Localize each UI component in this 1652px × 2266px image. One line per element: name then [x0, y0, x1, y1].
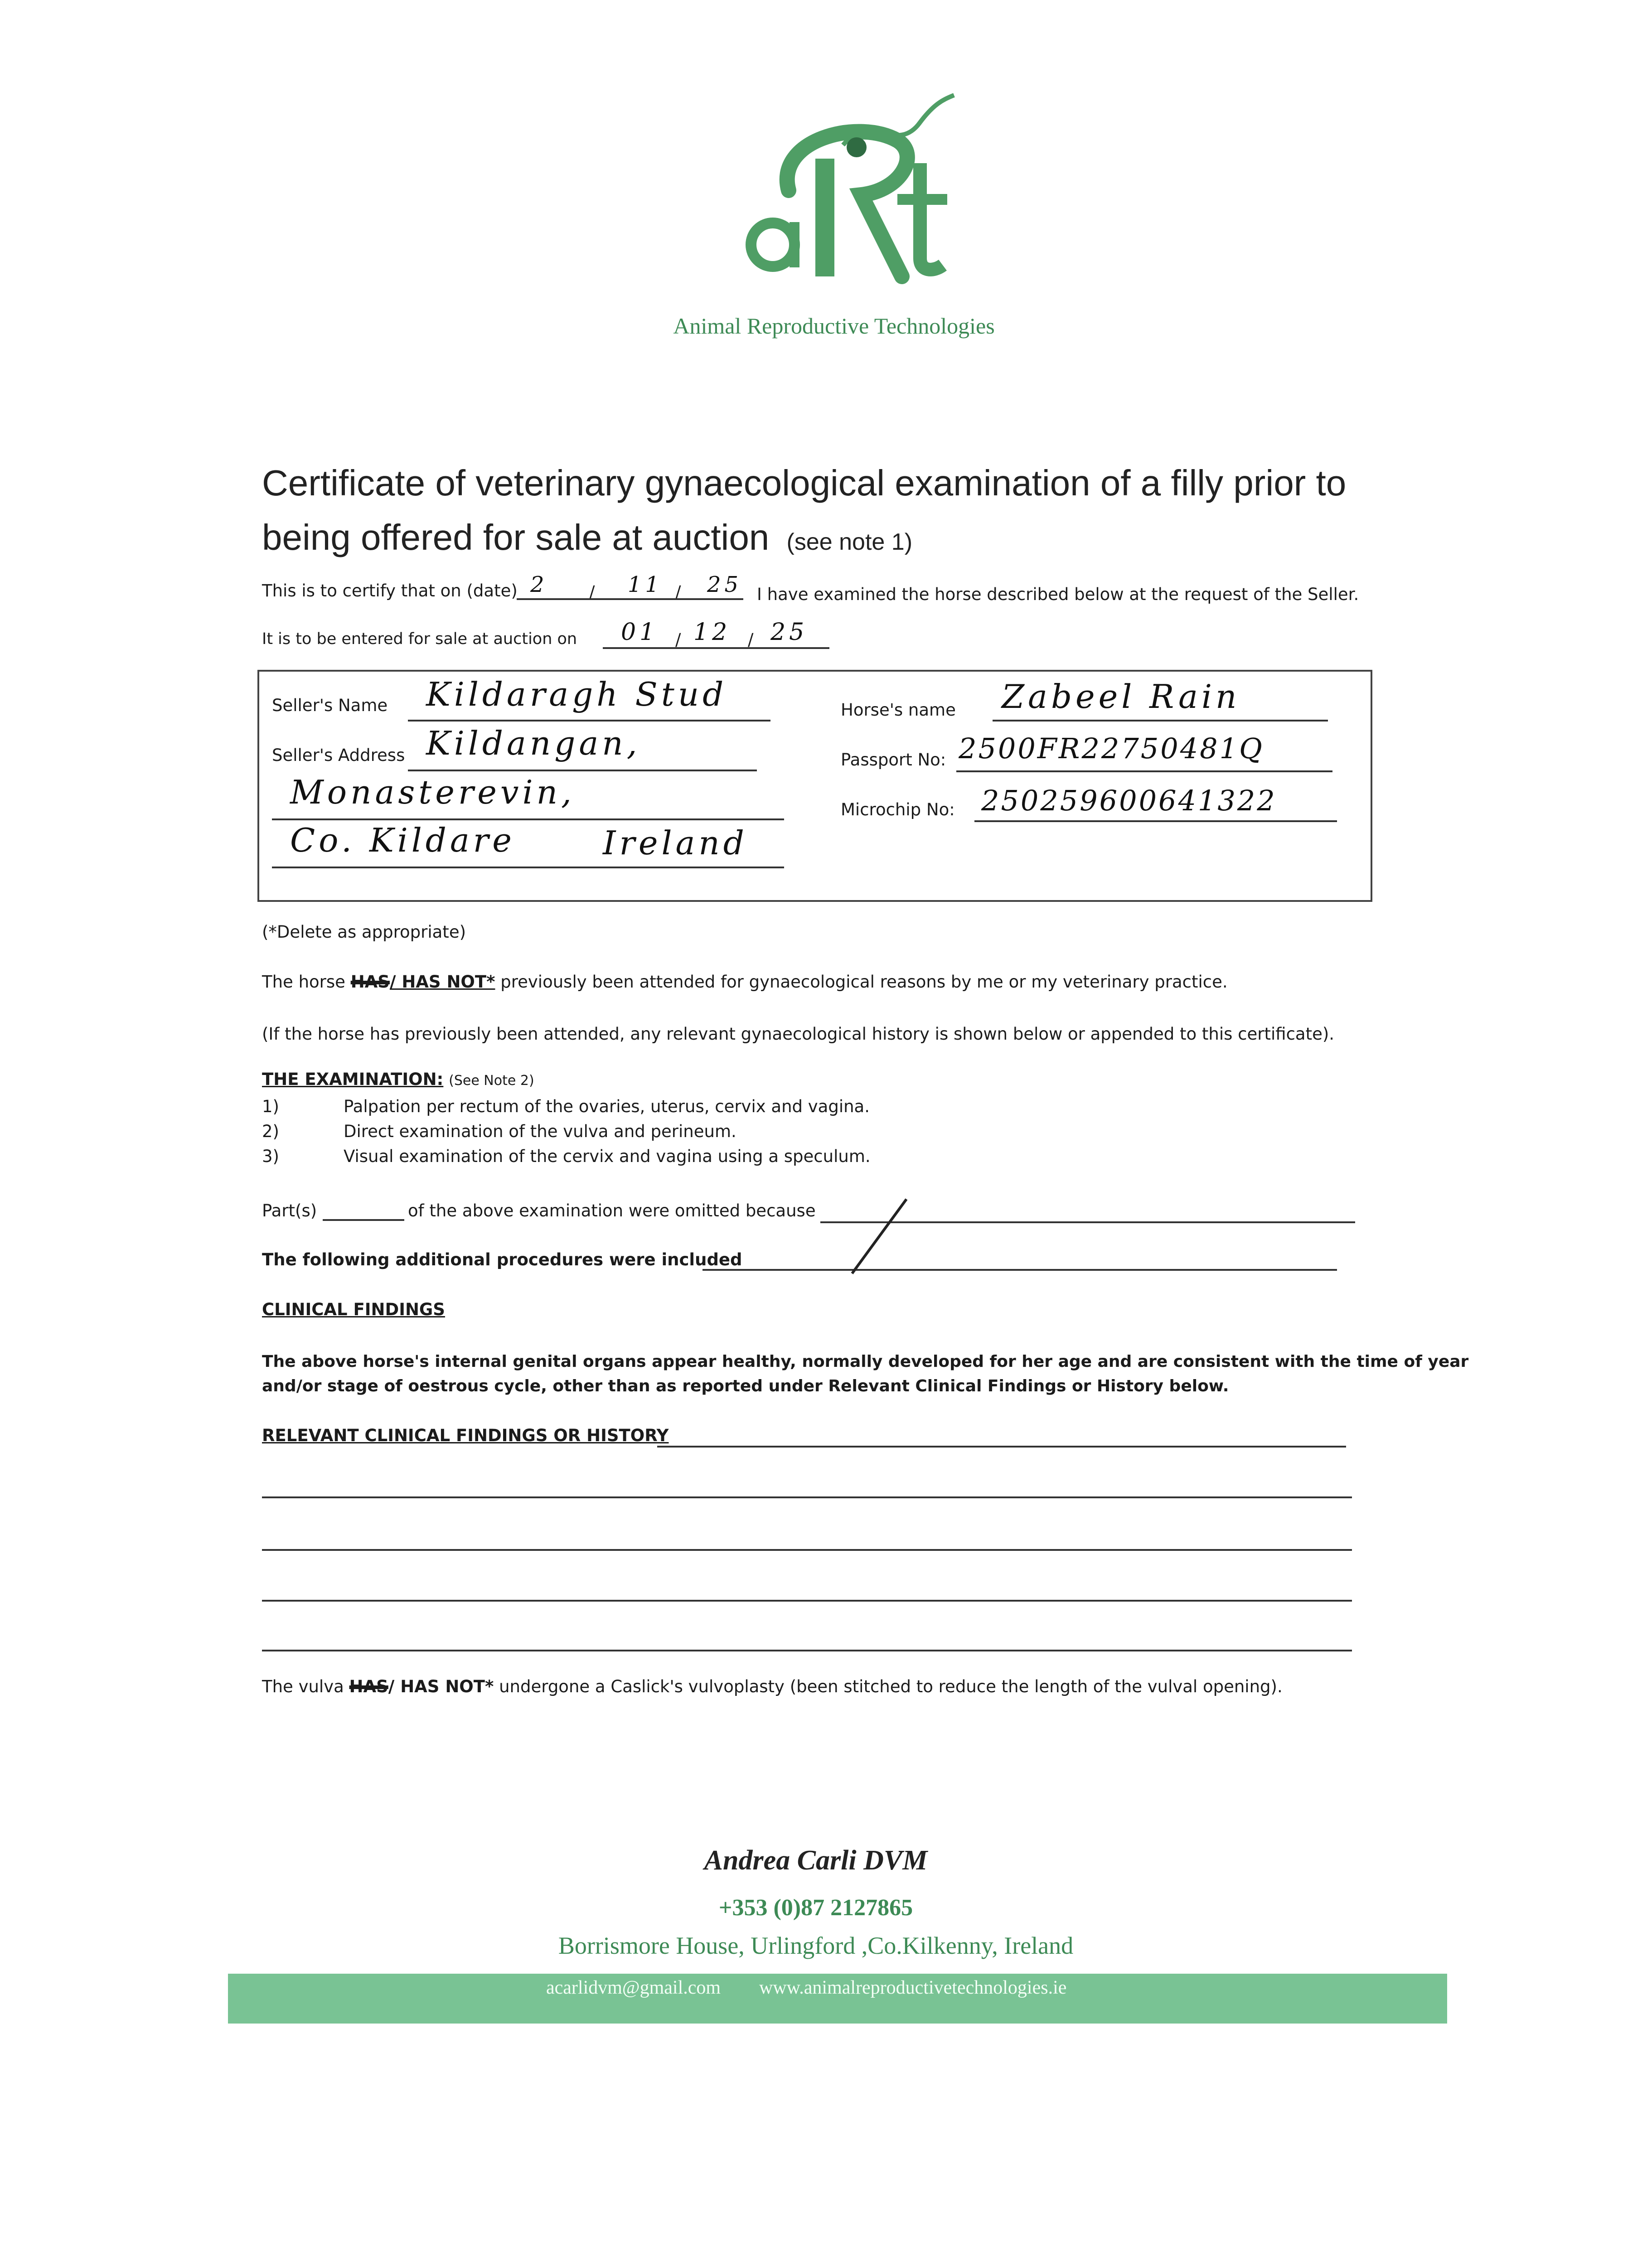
certificate-title-line1: Certificate of veterinary gynaecological examination of a filly prior to	[262, 463, 1347, 503]
exam-date-year: 25	[707, 572, 742, 597]
exam-date-underline	[517, 598, 743, 600]
attended-prefix: The horse	[262, 972, 345, 992]
microchip-underline	[974, 820, 1337, 822]
exam-item-2-text: Direct examination of the vulva and perineum.	[344, 1122, 736, 1141]
passport-underline	[956, 770, 1332, 772]
attended-suffix: previously been attended for gynaecological reasons by me or my veterinary practice.	[500, 972, 1228, 992]
seller-address-underline-2	[272, 818, 784, 820]
seller-name-underline	[408, 720, 770, 721]
omitted-suffix: of the above examination were omitted because	[408, 1201, 816, 1220]
certify-prefix: This is to certify that on (date)	[262, 581, 518, 600]
auction-day: 01	[621, 619, 659, 646]
relevant-heading: RELEVANT CLINICAL FINDINGS OR HISTORY	[262, 1426, 669, 1445]
vulva-prefix: The vulva	[262, 1677, 344, 1696]
microchip-value: 250259600641322	[981, 784, 1277, 817]
date-slash-2: /	[675, 582, 681, 602]
vulva-statement	[262, 1677, 1283, 1696]
exam-date-day: 2	[530, 572, 548, 597]
exam-item-3-text: Visual examination of the cervix and vagina using a speculum.	[344, 1147, 871, 1166]
vet-phone: +353 (0)87 2127865	[718, 1895, 913, 1921]
field-strike-mark	[843, 1196, 916, 1278]
vet-address: Borrismore House, Urlingford ,Co.Kilkenny, Ireland	[558, 1932, 1074, 1959]
vet-name: Andrea Carli DVM	[704, 1845, 928, 1876]
vulva-suffix: undergone a Caslick's vulvoplasty (been stitched to reduce the length of the vulval opening).	[499, 1677, 1283, 1696]
title-main: being offered for sale at auction	[262, 517, 770, 557]
logo-graphic	[707, 86, 988, 295]
certify-suffix: I have examined the horse described below at the request of the Seller.	[757, 585, 1359, 604]
vulva-has-struck: HAS	[349, 1677, 388, 1696]
passport-value: 2500FR22750481Q	[959, 732, 1264, 765]
microchip-label: Microchip No:	[841, 800, 955, 819]
seller-address-line2: Monasterevin,	[290, 773, 575, 811]
seller-address-underline-1	[408, 770, 757, 771]
passport-label: Passport No:	[841, 750, 946, 770]
date-slash-1: /	[589, 582, 595, 602]
company-name: Animal Reproductive Technologies	[673, 313, 995, 339]
clinical-heading: CLINICAL FINDINGS	[262, 1300, 445, 1319]
seller-address-line3a: Co. Kildare	[290, 821, 515, 859]
exam-item-1-num: 1)	[262, 1097, 279, 1116]
relevant-underline-2	[262, 1549, 1352, 1551]
omitted-parts-underline	[323, 1219, 404, 1221]
clinical-text-line1: The above horse's internal genital organs appear healthy, normally developed for her age and are consistent with the time of year	[262, 1352, 1469, 1371]
exam-item-1-text: Palpation per rectum of the ovaries, uterus, cervix and vagina.	[344, 1097, 870, 1116]
exam-heading: THE EXAMINATION:	[262, 1070, 444, 1089]
auction-slash-1: /	[675, 630, 681, 649]
seller-name-value: Kildaragh Stud	[426, 675, 727, 713]
vulva-hasnot: / HAS NOT*	[388, 1677, 494, 1696]
additional-procedures: The following additional procedures were included	[262, 1250, 742, 1269]
additional-underline	[702, 1269, 1337, 1271]
auction-date-underline	[603, 647, 829, 649]
history-note: (If the horse has previously been attended, any relevant gynaecological history is shown below or appended to this certificate).	[262, 1024, 1335, 1044]
exam-heading-row	[262, 1070, 534, 1089]
attended-statement	[262, 972, 1228, 992]
exam-item-2-num: 2)	[262, 1122, 279, 1141]
exam-heading-note: (See Note 2)	[449, 1073, 534, 1089]
relevant-underline-1	[262, 1496, 1352, 1498]
horse-name-label: Horse's name	[841, 700, 956, 720]
seller-address-line1: Kildangan,	[426, 724, 641, 762]
auction-year: 25	[770, 619, 808, 646]
horse-name-underline	[993, 720, 1328, 721]
omitted-prefix: Part(s)	[262, 1201, 317, 1220]
relevant-underline-4	[262, 1650, 1352, 1651]
footer-website[interactable]: www.animalreproductivetechnologies.ie	[759, 1977, 1067, 1998]
certificate-title-line2	[262, 517, 912, 558]
company-logo	[707, 86, 988, 295]
seller-address-underline-3	[272, 867, 784, 868]
delete-note: (*Delete as appropriate)	[262, 922, 466, 942]
title-note: (see note 1)	[786, 529, 913, 555]
attended-has-struck: HAS	[350, 972, 390, 992]
exam-date-month: 11	[628, 572, 663, 597]
seller-address-line3b: Ireland	[603, 824, 748, 862]
auction-prefix: It is to be entered for sale at auction on	[262, 630, 577, 648]
auction-slash-2: /	[748, 630, 754, 649]
clinical-text-line2: and/or stage of oestrous cycle, other than as reported under Relevant Clinical Findings or History below.	[262, 1377, 1229, 1395]
seller-name-label: Seller's Name	[272, 696, 388, 715]
seller-address-label: Seller's Address	[272, 746, 405, 765]
exam-item-3-num: 3)	[262, 1147, 279, 1166]
relevant-underline-3	[262, 1600, 1352, 1602]
footer-email[interactable]: acarlidvm@gmail.com	[546, 1977, 721, 1998]
relevant-underline-0	[657, 1446, 1346, 1448]
horse-name-value: Zabeel Rain	[1002, 678, 1240, 716]
auction-month: 12	[693, 619, 731, 646]
attended-hasnot: / HAS NOT*	[389, 972, 495, 992]
